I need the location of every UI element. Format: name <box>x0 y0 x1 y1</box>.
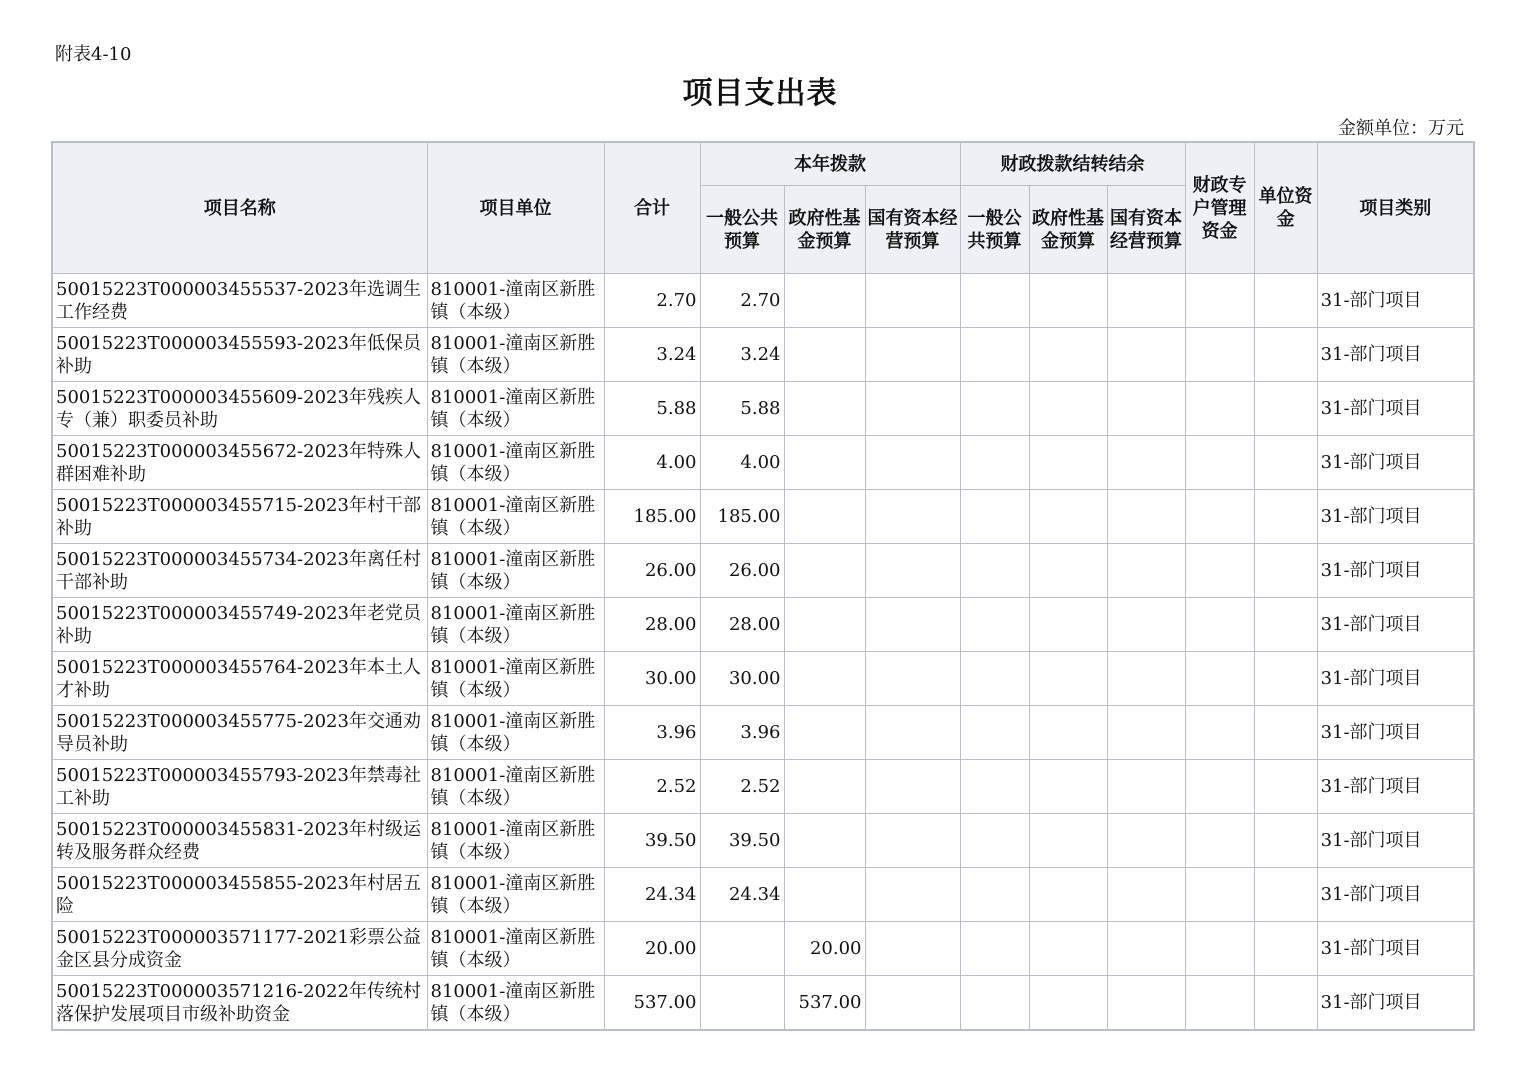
cell-special-account-funds <box>1185 706 1254 760</box>
cell-carry-state-capital-budget <box>1107 760 1185 814</box>
cell-carry-fund-budget <box>1029 706 1107 760</box>
cell-project-unit: 810001-潼南区新胜镇（本级） <box>427 274 604 328</box>
cell-carry-fund-budget <box>1029 976 1107 1031</box>
cell-project-category: 31-部门项目 <box>1317 274 1474 328</box>
cell-current-fund-budget <box>784 490 865 544</box>
cell-current-fund-budget: 20.00 <box>784 922 865 976</box>
cell-carry-state-capital-budget <box>1107 922 1185 976</box>
cell-unit-funds <box>1254 814 1317 868</box>
cell-total: 26.00 <box>604 544 700 598</box>
cell-current-fund-budget <box>784 706 865 760</box>
cell-project-category: 31-部门项目 <box>1317 544 1474 598</box>
cell-carry-general-budget <box>960 382 1029 436</box>
cell-total: 2.70 <box>604 274 700 328</box>
cell-carry-state-capital-budget <box>1107 544 1185 598</box>
cell-unit-funds <box>1254 706 1317 760</box>
cell-current-general-budget: 28.00 <box>700 598 784 652</box>
cell-total: 24.34 <box>604 868 700 922</box>
cell-project-category: 31-部门项目 <box>1317 922 1474 976</box>
cell-carry-fund-budget <box>1029 544 1107 598</box>
cell-current-fund-budget <box>784 274 865 328</box>
cell-unit-funds <box>1254 598 1317 652</box>
cell-project-unit: 810001-潼南区新胜镇（本级） <box>427 328 604 382</box>
cell-project-unit: 810001-潼南区新胜镇（本级） <box>427 436 604 490</box>
cell-current-state-capital-budget <box>865 760 960 814</box>
cell-current-state-capital-budget <box>865 706 960 760</box>
cell-carry-fund-budget <box>1029 760 1107 814</box>
cell-project-category: 31-部门项目 <box>1317 760 1474 814</box>
cell-special-account-funds <box>1185 274 1254 328</box>
table-row <box>52 868 1474 922</box>
cell-carry-general-budget <box>960 436 1029 490</box>
header-carry-fund-budget: 政府性基金预算 <box>1029 186 1107 274</box>
header-project-unit: 项目单位 <box>427 142 604 274</box>
cell-current-fund-budget <box>784 382 865 436</box>
table-row <box>52 706 1474 760</box>
cell-special-account-funds <box>1185 868 1254 922</box>
header-current-fund-budget: 政府性基金预算 <box>784 186 865 274</box>
cell-project-name: 50015223T000003455793-2023年禁毒社工补助 <box>52 760 427 814</box>
header-carry-state-capital-budget: 国有资本经营预算 <box>1107 186 1185 274</box>
cell-unit-funds <box>1254 868 1317 922</box>
cell-project-unit: 810001-潼南区新胜镇（本级） <box>427 382 604 436</box>
cell-special-account-funds <box>1185 328 1254 382</box>
cell-current-state-capital-budget <box>865 544 960 598</box>
cell-total: 20.00 <box>604 922 700 976</box>
cell-carry-general-budget <box>960 328 1029 382</box>
cell-special-account-funds <box>1185 598 1254 652</box>
table-row <box>52 436 1474 490</box>
document-code: 附表4-10 <box>55 44 132 65</box>
cell-current-state-capital-budget <box>865 382 960 436</box>
cell-carry-state-capital-budget <box>1107 598 1185 652</box>
table-row <box>52 976 1474 1031</box>
cell-current-general-budget: 2.52 <box>700 760 784 814</box>
cell-total: 30.00 <box>604 652 700 706</box>
cell-project-unit: 810001-潼南区新胜镇（本级） <box>427 760 604 814</box>
cell-current-fund-budget <box>784 652 865 706</box>
cell-current-general-budget: 24.34 <box>700 868 784 922</box>
cell-project-category: 31-部门项目 <box>1317 598 1474 652</box>
cell-project-category: 31-部门项目 <box>1317 382 1474 436</box>
cell-project-category: 31-部门项目 <box>1317 706 1474 760</box>
table-row <box>52 922 1474 976</box>
cell-carry-fund-budget <box>1029 382 1107 436</box>
cell-current-fund-budget <box>784 436 865 490</box>
cell-special-account-funds <box>1185 652 1254 706</box>
cell-current-state-capital-budget <box>865 598 960 652</box>
cell-project-category: 31-部门项目 <box>1317 328 1474 382</box>
cell-project-unit: 810001-潼南区新胜镇（本级） <box>427 706 604 760</box>
cell-project-name: 50015223T000003455672-2023年特殊人群困难补助 <box>52 436 427 490</box>
header-total: 合计 <box>604 142 700 274</box>
cell-total: 5.88 <box>604 382 700 436</box>
cell-current-fund-budget <box>784 598 865 652</box>
cell-total: 28.00 <box>604 598 700 652</box>
cell-current-general-budget <box>700 922 784 976</box>
header-group-current-year-allocation: 本年拨款 <box>700 142 960 186</box>
cell-carry-state-capital-budget <box>1107 436 1185 490</box>
cell-special-account-funds <box>1185 490 1254 544</box>
cell-project-category: 31-部门项目 <box>1317 976 1474 1031</box>
cell-carry-state-capital-budget <box>1107 868 1185 922</box>
cell-project-name: 50015223T000003455831-2023年村级运转及服务群众经费 <box>52 814 427 868</box>
header-project-category: 项目类别 <box>1317 142 1474 274</box>
cell-project-name: 50015223T000003455593-2023年低保员补助 <box>52 328 427 382</box>
cell-special-account-funds <box>1185 436 1254 490</box>
header-current-general-budget: 一般公共预算 <box>700 186 784 274</box>
cell-current-fund-budget <box>784 814 865 868</box>
cell-project-name: 50015223T000003455609-2023年残疾人专（兼）职委员补助 <box>52 382 427 436</box>
cell-carry-state-capital-budget <box>1107 382 1185 436</box>
cell-current-state-capital-budget <box>865 274 960 328</box>
table-row <box>52 274 1474 328</box>
amount-unit-label: 金额单位：万元 <box>1338 118 1464 139</box>
cell-total: 3.24 <box>604 328 700 382</box>
cell-carry-general-budget <box>960 868 1029 922</box>
cell-project-name: 50015223T000003571177-2021彩票公益金区县分成资金 <box>52 922 427 976</box>
cell-carry-fund-budget <box>1029 922 1107 976</box>
cell-carry-fund-budget <box>1029 328 1107 382</box>
cell-current-fund-budget <box>784 328 865 382</box>
cell-unit-funds <box>1254 274 1317 328</box>
cell-project-category: 31-部门项目 <box>1317 814 1474 868</box>
cell-current-general-budget: 3.24 <box>700 328 784 382</box>
cell-carry-fund-budget <box>1029 868 1107 922</box>
cell-unit-funds <box>1254 436 1317 490</box>
table-row <box>52 490 1474 544</box>
cell-unit-funds <box>1254 490 1317 544</box>
cell-carry-state-capital-budget <box>1107 706 1185 760</box>
cell-carry-state-capital-budget <box>1107 274 1185 328</box>
cell-project-name: 50015223T000003571216-2022年传统村落保护发展项目市级补助资金 <box>52 976 427 1031</box>
cell-project-unit: 810001-潼南区新胜镇（本级） <box>427 652 604 706</box>
cell-current-state-capital-budget <box>865 922 960 976</box>
table-row <box>52 652 1474 706</box>
cell-current-fund-budget <box>784 760 865 814</box>
cell-current-fund-budget <box>784 544 865 598</box>
cell-project-name: 50015223T000003455749-2023年老党员补助 <box>52 598 427 652</box>
cell-carry-state-capital-budget <box>1107 328 1185 382</box>
cell-carry-general-budget <box>960 976 1029 1031</box>
cell-current-fund-budget: 537.00 <box>784 976 865 1031</box>
header-project-name: 项目名称 <box>52 142 427 274</box>
cell-project-unit: 810001-潼南区新胜镇（本级） <box>427 544 604 598</box>
cell-current-general-budget: 3.96 <box>700 706 784 760</box>
cell-carry-general-budget <box>960 706 1029 760</box>
cell-carry-state-capital-budget <box>1107 490 1185 544</box>
cell-current-state-capital-budget <box>865 490 960 544</box>
cell-unit-funds <box>1254 652 1317 706</box>
cell-current-state-capital-budget <box>865 976 960 1031</box>
cell-special-account-funds <box>1185 922 1254 976</box>
cell-carry-general-budget <box>960 598 1029 652</box>
cell-special-account-funds <box>1185 544 1254 598</box>
cell-current-state-capital-budget <box>865 436 960 490</box>
cell-carry-fund-budget <box>1029 274 1107 328</box>
cell-total: 2.52 <box>604 760 700 814</box>
cell-special-account-funds <box>1185 382 1254 436</box>
header-current-state-capital-budget: 国有资本经营预算 <box>865 186 960 274</box>
cell-project-name: 50015223T000003455734-2023年离任村干部补助 <box>52 544 427 598</box>
cell-current-fund-budget <box>784 868 865 922</box>
cell-carry-state-capital-budget <box>1107 814 1185 868</box>
cell-carry-fund-budget <box>1029 598 1107 652</box>
table-header <box>52 142 1474 274</box>
cell-current-state-capital-budget <box>865 868 960 922</box>
cell-carry-general-budget <box>960 544 1029 598</box>
header-unit-funds: 单位资金 <box>1254 142 1317 274</box>
header-carry-general-budget: 一般公共预算 <box>960 186 1029 274</box>
cell-project-name: 50015223T000003455715-2023年村干部补助 <box>52 490 427 544</box>
cell-project-category: 31-部门项目 <box>1317 652 1474 706</box>
table-row <box>52 760 1474 814</box>
cell-carry-general-budget <box>960 922 1029 976</box>
cell-current-general-budget <box>700 976 784 1031</box>
cell-current-general-budget: 26.00 <box>700 544 784 598</box>
cell-project-name: 50015223T000003455775-2023年交通劝导员补助 <box>52 706 427 760</box>
table-body <box>52 274 1474 1031</box>
cell-project-unit: 810001-潼南区新胜镇（本级） <box>427 490 604 544</box>
cell-project-category: 31-部门项目 <box>1317 436 1474 490</box>
cell-current-general-budget: 4.00 <box>700 436 784 490</box>
cell-carry-state-capital-budget <box>1107 976 1185 1031</box>
cell-project-unit: 810001-潼南区新胜镇（本级） <box>427 814 604 868</box>
cell-current-general-budget: 5.88 <box>700 382 784 436</box>
cell-carry-general-budget <box>960 814 1029 868</box>
cell-current-general-budget: 2.70 <box>700 274 784 328</box>
cell-current-state-capital-budget <box>865 814 960 868</box>
cell-project-category: 31-部门项目 <box>1317 868 1474 922</box>
cell-project-unit: 810001-潼南区新胜镇（本级） <box>427 976 604 1031</box>
cell-total: 39.50 <box>604 814 700 868</box>
cell-carry-general-budget <box>960 760 1029 814</box>
cell-carry-state-capital-budget <box>1107 652 1185 706</box>
cell-special-account-funds <box>1185 814 1254 868</box>
cell-carry-fund-budget <box>1029 436 1107 490</box>
table-row <box>52 382 1474 436</box>
header-group-carryover-balance: 财政拨款结转结余 <box>960 142 1185 186</box>
cell-unit-funds <box>1254 544 1317 598</box>
cell-unit-funds <box>1254 328 1317 382</box>
cell-unit-funds <box>1254 922 1317 976</box>
cell-total: 185.00 <box>604 490 700 544</box>
cell-project-name: 50015223T000003455537-2023年选调生工作经费 <box>52 274 427 328</box>
cell-special-account-funds <box>1185 760 1254 814</box>
cell-carry-general-budget <box>960 490 1029 544</box>
cell-total: 3.96 <box>604 706 700 760</box>
cell-carry-general-budget <box>960 652 1029 706</box>
table-row <box>52 598 1474 652</box>
table-row <box>52 544 1474 598</box>
project-expenditure-table <box>51 141 1475 1031</box>
cell-project-unit: 810001-潼南区新胜镇（本级） <box>427 922 604 976</box>
cell-carry-general-budget <box>960 274 1029 328</box>
table-row <box>52 814 1474 868</box>
cell-project-name: 50015223T000003455855-2023年村居五险 <box>52 868 427 922</box>
cell-current-state-capital-budget <box>865 328 960 382</box>
cell-current-general-budget: 39.50 <box>700 814 784 868</box>
cell-current-general-budget: 185.00 <box>700 490 784 544</box>
cell-project-name: 50015223T000003455764-2023年本土人才补助 <box>52 652 427 706</box>
cell-current-general-budget: 30.00 <box>700 652 784 706</box>
cell-carry-fund-budget <box>1029 652 1107 706</box>
page-title: 项目支出表 <box>682 76 838 111</box>
cell-current-state-capital-budget <box>865 652 960 706</box>
cell-unit-funds <box>1254 976 1317 1031</box>
cell-unit-funds <box>1254 760 1317 814</box>
cell-special-account-funds <box>1185 976 1254 1031</box>
cell-total: 537.00 <box>604 976 700 1031</box>
header-special-account-funds: 财政专户管理资金 <box>1185 142 1254 274</box>
cell-carry-fund-budget <box>1029 814 1107 868</box>
cell-unit-funds <box>1254 382 1317 436</box>
cell-project-unit: 810001-潼南区新胜镇（本级） <box>427 598 604 652</box>
cell-total: 4.00 <box>604 436 700 490</box>
cell-project-unit: 810001-潼南区新胜镇（本级） <box>427 868 604 922</box>
table-row <box>52 328 1474 382</box>
cell-carry-fund-budget <box>1029 490 1107 544</box>
cell-project-category: 31-部门项目 <box>1317 490 1474 544</box>
